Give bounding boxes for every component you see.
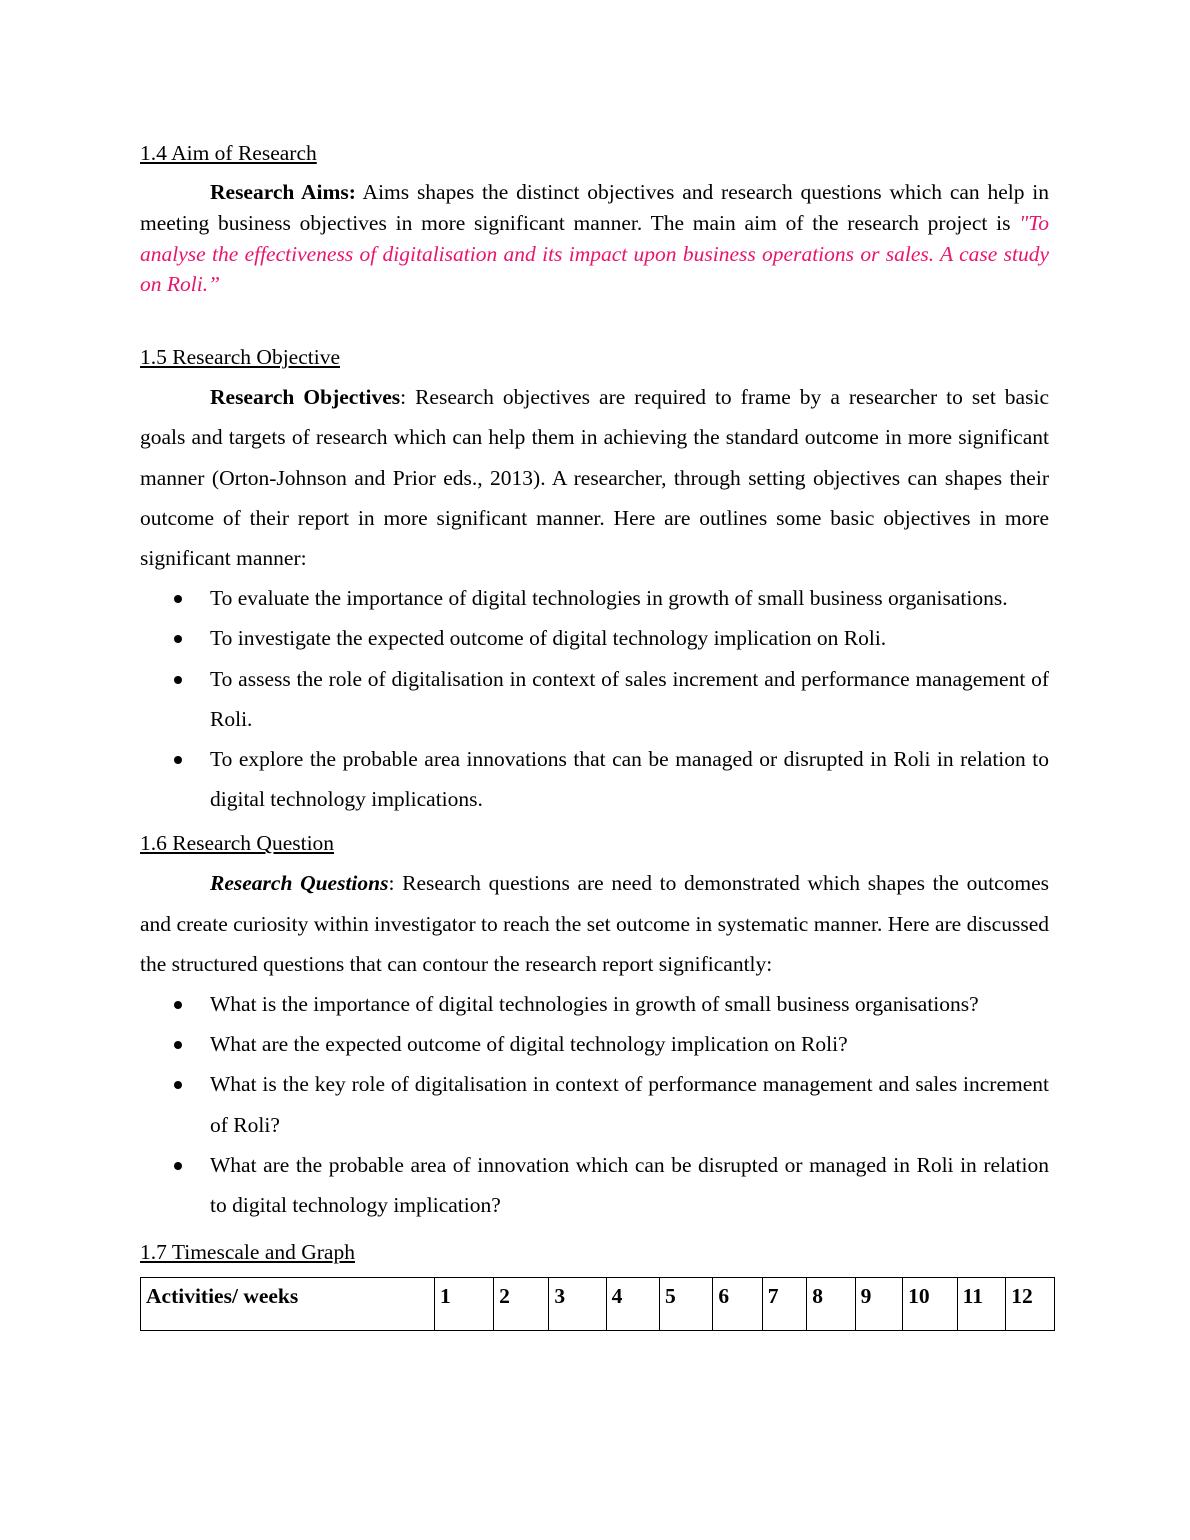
research-aim-quote: "To analyse the effectiveness of digitalisation and its impact upon business operations or sales. A case study on Roli.” — [140, 210, 1049, 297]
section-heading-timescale: 1.7 Timescale and Graph — [140, 1240, 355, 1265]
bullet-icon — [174, 1041, 182, 1049]
section-heading-aim: 1.4 Aim of Research — [140, 141, 317, 165]
bullet-icon — [174, 595, 182, 603]
research-questions-paragraph — [140, 863, 1049, 984]
table-header-cell: 3 — [549, 1278, 606, 1331]
table-header-cell: 6 — [713, 1278, 762, 1331]
questions-list — [140, 984, 1049, 1225]
list-item: To assess the role of digitalisation in context of sales increment and performance management of Roli. — [140, 659, 1049, 739]
table-header-cell: 12 — [1006, 1278, 1055, 1331]
list-item: What are the expected outcome of digital technology implication on Roli? — [140, 1024, 1049, 1064]
research-aims-label: Research Aims: — [210, 180, 356, 204]
table-header-cell: 8 — [807, 1278, 855, 1331]
research-objectives-text: : Research objectives are required to frame by a researcher to set basic goals and targets of research which can help them in achieving the standard outcome in more significant manner (Orton-Johnson and Prior eds., 2013). A researcher, through setting objectives can shapes their outcome of their report in more significant manner. Here are outlines some basic objectives in more significant manner: — [140, 385, 1049, 570]
table-row — [141, 1278, 1055, 1331]
table-header-cell: 5 — [659, 1278, 712, 1331]
table-header-cell: 2 — [494, 1278, 549, 1331]
table-header-cell: 7 — [762, 1278, 807, 1331]
table-header-cell: 9 — [855, 1278, 902, 1331]
research-aims-paragraph — [140, 177, 1049, 300]
list-item: What is the importance of digital technologies in growth of small business organisations? — [140, 984, 1049, 1024]
table-header-cell: 11 — [957, 1278, 1006, 1331]
list-item: To evaluate the importance of digital technologies in growth of small business organisations. — [140, 578, 1049, 618]
bullet-icon — [174, 1081, 182, 1089]
research-aims-text: Aims shapes the distinct objectives and research questions which can help in meeting business objectives in more significant manner. The main aim of the research project is — [140, 180, 1049, 235]
section-heading-objective: 1.5 Research Objective — [140, 345, 340, 370]
bullet-icon — [174, 756, 182, 764]
objectives-list — [140, 578, 1049, 819]
research-objectives-label: Research Objectives — [210, 385, 401, 410]
list-item: To investigate the expected outcome of digital technology implication on Roli. — [140, 618, 1049, 658]
list-item: What is the key role of digitalisation in context of performance management and sales increment of Roli? — [140, 1064, 1049, 1144]
table-header-cell: 1 — [434, 1278, 493, 1331]
table-header-cell: 4 — [606, 1278, 659, 1331]
research-questions-label: Research Questions — [210, 871, 389, 896]
research-objectives-paragraph — [140, 377, 1049, 578]
research-questions-text: : Research questions are need to demonstrated which shapes the outcomes and create curiosity within investigator to reach the set outcome in systematic manner. Here are discussed the structured questions that can contour the research report significantly: — [140, 871, 1049, 976]
document-page — [140, 138, 1049, 1331]
bullet-icon — [174, 635, 182, 643]
timescale-table — [140, 1277, 1055, 1331]
bullet-icon — [174, 1001, 182, 1009]
list-item: What are the probable area of innovation which can be disrupted or managed in Roli in relation to digital technology implication? — [140, 1145, 1049, 1225]
section-heading-question: 1.6 Research Question — [140, 831, 335, 856]
table-header-cell: 10 — [903, 1278, 958, 1331]
list-item: To explore the probable area innovations that can be managed or disrupted in Roli in relation to digital technology implications. — [140, 739, 1049, 819]
bullet-icon — [174, 1162, 182, 1170]
bullet-icon — [174, 676, 182, 684]
table-header-cell: Activities/ weeks — [141, 1278, 435, 1331]
